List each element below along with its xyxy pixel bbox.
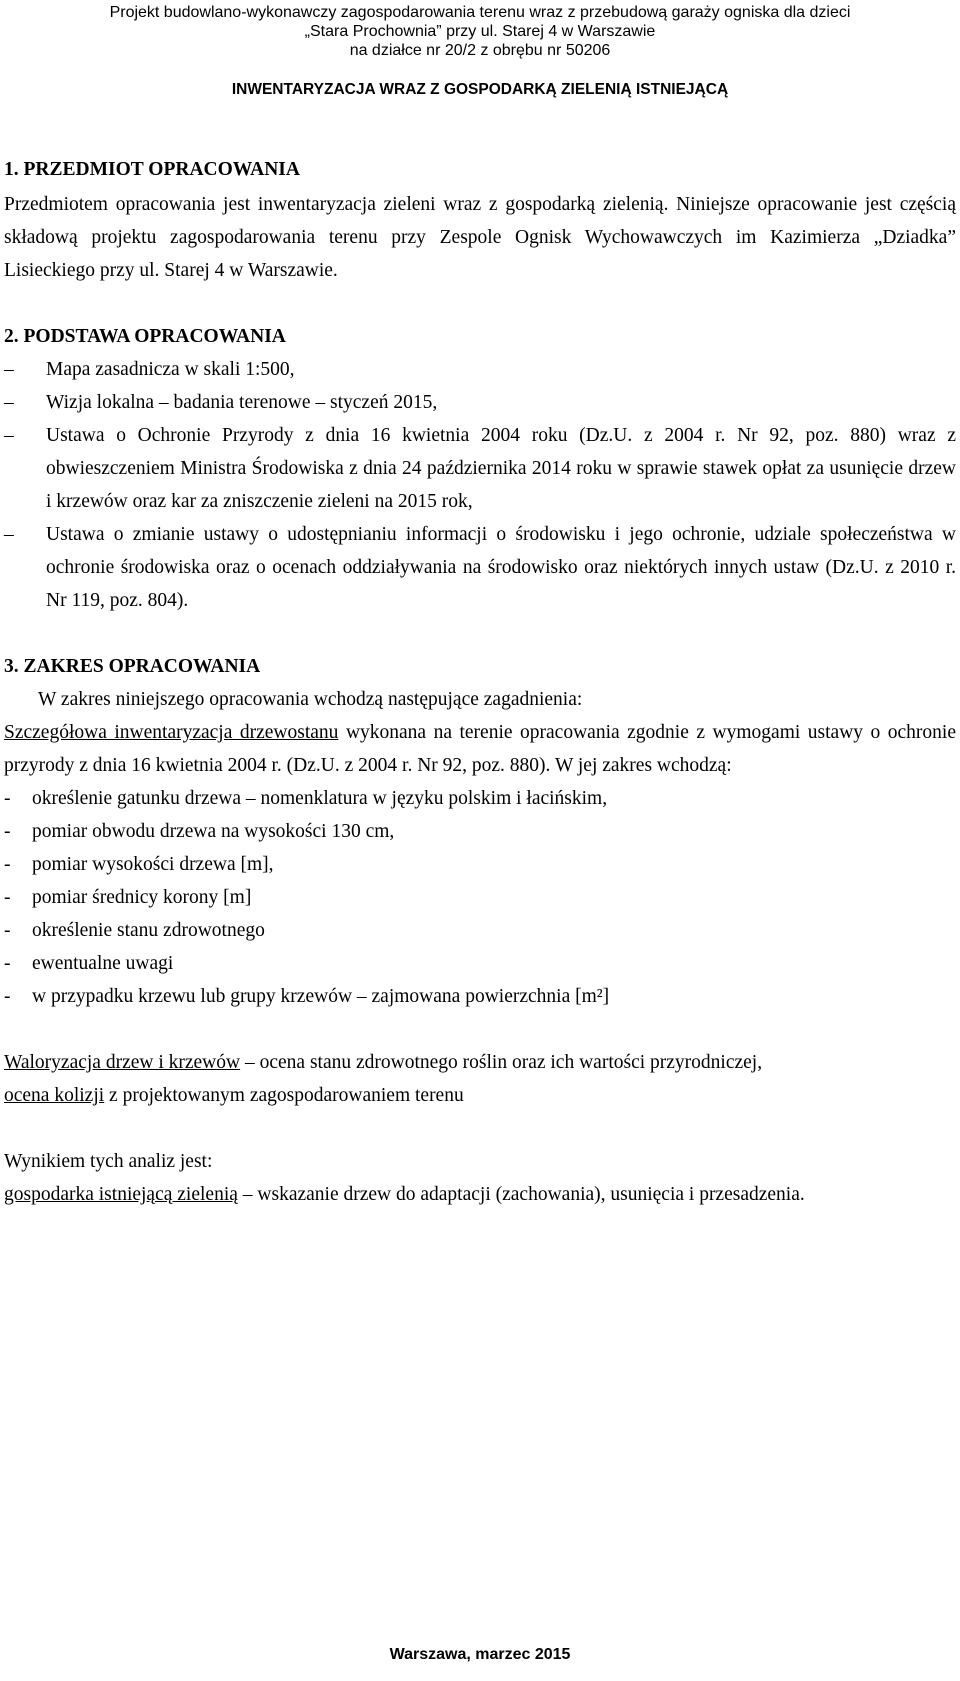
basis-list — [4, 353, 956, 617]
inventory-paragraph — [4, 716, 956, 782]
hyphen-bullet: - — [4, 887, 11, 908]
management-paragraph — [4, 1178, 956, 1211]
list-item-text: pomiar wysokości drzewa [m], — [32, 854, 274, 875]
scope-list — [4, 782, 956, 1013]
list-item-text: pomiar średnicy korony [m] — [32, 887, 252, 908]
header-line-1: Projekt budowlano-wykonawczy zagospodarowania terenu wraz z przebudową garaży ogniska dla dzieci — [109, 4, 851, 21]
list-item-text: pomiar obwodu drzewa na wysokości 130 cm, — [32, 821, 395, 842]
inventory-text: wykonana na terenie opracowania zgodnie z wymogami ustawy o ochronie przyrody z dnia 16 kwietnia 2004 r. (Dz.U. z 2004 r. Nr 92, poz. 880). W jej zakres wchodzą: — [4, 722, 956, 776]
hyphen-bullet: - — [4, 821, 11, 842]
dash-bullet: – — [4, 392, 14, 413]
valorization-paragraph — [4, 1046, 956, 1079]
list-item — [4, 386, 956, 419]
document-footer: Warszawa, marzec 2015 — [389, 1646, 571, 1663]
hyphen-bullet: - — [4, 953, 11, 974]
list-item — [4, 980, 956, 1013]
valorization-text: – ocena stanu zdrowotnego roślin oraz ich wartości przyrodniczej, — [240, 1052, 763, 1073]
list-item — [4, 353, 956, 386]
list-item-text: określenie stanu zdrowotnego — [32, 920, 265, 941]
list-item — [4, 518, 956, 617]
dash-bullet: – — [4, 524, 14, 545]
section-3-heading: 3. ZAKRES OPRACOWANIA — [4, 656, 261, 677]
section-2 — [4, 320, 956, 617]
document-body — [4, 153, 956, 1211]
document-header — [4, 0, 956, 99]
inventory-term: Szczegółowa inwentaryzacja drzewostanu — [4, 722, 339, 743]
list-item-text: Ustawa o Ochronie Przyrody z dnia 16 kwietnia 2004 roku (Dz.U. z 2004 r. Nr 92, poz. 880) wraz z obwieszczeniem Ministra Środowiska z dnia 24 października 2014 roku w sprawie stawek opłat za usunięcie drzew i krzewów oraz kar za zniszczenie zieleni na 2015 rok, — [46, 425, 956, 512]
list-item — [4, 881, 956, 914]
management-text: – wskazanie drzew do adaptacji (zachowania), usunięcia i przesadzenia. — [237, 1184, 805, 1205]
section-1 — [4, 153, 956, 287]
list-item — [4, 947, 956, 980]
header-line-3: na działce nr 20/2 z obrębu nr 50206 — [349, 42, 611, 59]
list-item-text: Ustawa o zmianie ustawy o udostępnianiu informacji o środowisku i jego ochronie, udziale społeczeństwa w ochronie środowiska oraz o ocenach oddziaływania na środowisko oraz niektórych innych ustaw (Dz.U. z 2010 r. Nr 119, poz. 804). — [46, 524, 956, 611]
list-item-text: Mapa zasadnicza w skali 1:500, — [46, 359, 295, 380]
hyphen-bullet: - — [4, 920, 11, 941]
section-1-heading: 1. PRZEDMIOT OPRACOWANIA — [4, 159, 300, 180]
header-line-2: „Stara Prochownia” przy ul. Starej 4 w Warszawie — [304, 23, 656, 40]
hyphen-bullet: - — [4, 854, 11, 875]
section-1-text: Przedmiotem opracowania jest inwentaryzacja zieleni wraz z gospodarką zielenią. Niniejsze opracowanie jest częścią składową projektu zagospodarowania terenu przy Zespole Ognisk Wychowawczych im Kazimierza „Dziadka” Lisieckiego przy ul. Starej 4 w Warszawie. — [4, 194, 956, 281]
hyphen-bullet: - — [4, 986, 11, 1007]
list-item — [4, 914, 956, 947]
list-item-text: w przypadku krzewu lub grupy krzewów – zajmowana powierzchnia [m²] — [32, 986, 610, 1007]
result-label: Wynikiem tych analiz jest: — [4, 1151, 213, 1172]
list-item — [4, 782, 956, 815]
list-item-text: ewentualne uwagi — [32, 953, 174, 974]
management-term: gospodarka istniejącą zielenią — [4, 1184, 238, 1205]
list-item-text: Wizja lokalna – badania terenowe – styczeń 2015, — [46, 392, 438, 413]
list-item — [4, 419, 956, 518]
list-item — [4, 815, 956, 848]
hyphen-bullet: - — [4, 788, 11, 809]
section-3 — [4, 650, 956, 1211]
document-subtitle: INWENTARYZACJA WRAZ Z GOSPODARKĄ ZIELENIĄ ISTNIEJĄCĄ — [231, 81, 729, 98]
dash-bullet: – — [4, 359, 14, 380]
collision-term: ocena kolizji — [4, 1085, 105, 1106]
collision-paragraph — [4, 1079, 956, 1112]
list-item-text: określenie gatunku drzewa – nomenklatura w języku polskim i łacińskim, — [32, 788, 608, 809]
section-3-intro: W zakres niniejszego opracowania wchodzą następujące zagadnienia: — [38, 689, 583, 710]
section-2-heading: 2. PODSTAWA OPRACOWANIA — [4, 326, 286, 347]
dash-bullet: – — [4, 425, 14, 446]
valorization-term: Waloryzacja drzew i krzewów — [4, 1052, 241, 1073]
collision-text: z projektowanym zagospodarowaniem terenu — [104, 1085, 464, 1106]
list-item — [4, 848, 956, 881]
